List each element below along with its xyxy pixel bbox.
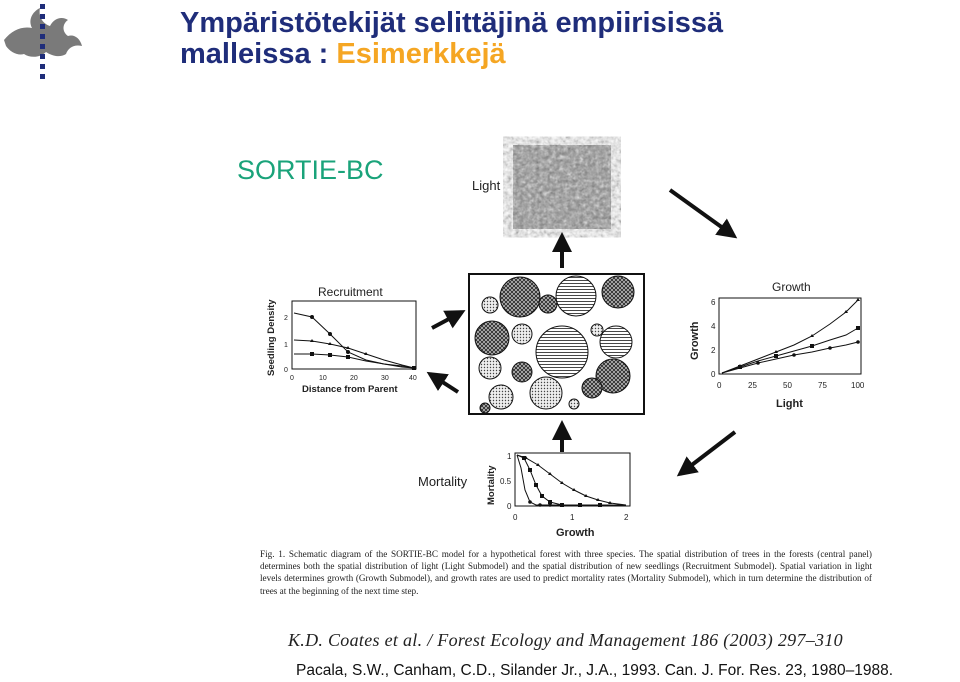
recruitment-xtick: 10	[319, 375, 327, 382]
reference-citation: Pacala, S.W., Canham, C.D., Silander Jr., J.A., 1993. Can. J. For. Res. 23, 1980–1988.	[296, 662, 894, 679]
figure-caption: Fig. 1. Schematic diagram of the SORTIE-BC model for a hypothetical forest with three species. The spatial distribution of trees in the forests (central panel) determines both the spatial distribution of light (Light Submodel) and the spatial distribution of new seedlings (Recruitment Submodel). Spatial variation in light levels determines growth (Growth Submodel), and growth rates are used to predict mortality rates (Mortality Submodel), which in turn determine the distribution of trees at the beginning of the next time step.	[260, 549, 872, 596]
mortality-series-1	[517, 455, 626, 505]
recruitment-ytick: 1	[284, 342, 288, 349]
recruitment-xtick: 20	[350, 375, 358, 382]
mortality-ytick: 1	[507, 452, 512, 461]
recruitment-title: Recruitment	[318, 285, 383, 299]
light-label: Light	[472, 178, 501, 193]
arrow-growth-to-mortality	[680, 432, 735, 474]
growth-xtick: 25	[748, 381, 757, 390]
mortality-ytick: 0.5	[500, 477, 512, 486]
title-accent: Esimerkkejä	[336, 38, 506, 70]
forest-panel	[469, 274, 644, 414]
mortality-ytick: 0	[507, 502, 512, 511]
mortality-ylabel: Mortality	[486, 465, 497, 505]
growth-xtick: 0	[717, 381, 722, 390]
growth-xtick: 100	[851, 381, 865, 390]
mortality-xtick: 1	[570, 513, 575, 522]
growth-chart	[689, 280, 865, 410]
recruitment-ytick: 2	[284, 315, 288, 322]
growth-series-1	[722, 300, 858, 373]
recruitment-chart	[266, 285, 417, 395]
mortality-xtick: 2	[624, 513, 629, 522]
title-line-1: Ympäristötekijät selittäjinä empiirisissä	[180, 7, 724, 39]
mortality-xlabel: Growth	[556, 527, 595, 539]
growth-ytick: 6	[711, 298, 716, 307]
growth-ylabel: Growth	[689, 321, 701, 360]
growth-xtick: 75	[818, 381, 827, 390]
growth-series-2	[722, 328, 858, 373]
growth-xtick: 50	[783, 381, 792, 390]
growth-ytick: 2	[711, 346, 716, 355]
recruitment-xtick: 40	[409, 375, 417, 382]
arrow-recruitment-to-forest	[432, 312, 462, 328]
arrow-light-to-growth	[670, 190, 734, 236]
recruitment-ylabel: Seedling Density	[266, 299, 277, 376]
recruitment-xtick: 30	[381, 375, 389, 382]
model-name: SORTIE-BC	[237, 155, 384, 185]
arrow-forest-to-recruitment	[430, 374, 458, 392]
growth-ytick: 0	[711, 370, 716, 379]
growth-title: Growth	[772, 280, 811, 294]
journal-citation: K.D. Coates et al. / Forest Ecology and Management 186 (2003) 297–310	[288, 630, 843, 650]
light-map	[513, 145, 611, 229]
growth-xlabel: Light	[776, 398, 803, 410]
recruitment-xlabel: Distance from Parent	[302, 384, 398, 395]
mortality-xtick: 0	[513, 513, 518, 522]
recruitment-ytick: 0	[284, 367, 288, 374]
mortality-label: Mortality	[418, 474, 468, 489]
recruitment-xtick: 0	[290, 375, 294, 382]
mortality-chart	[418, 452, 630, 539]
title-line-2-prefix: malleissa :	[180, 38, 337, 70]
growth-ytick: 4	[711, 322, 716, 331]
